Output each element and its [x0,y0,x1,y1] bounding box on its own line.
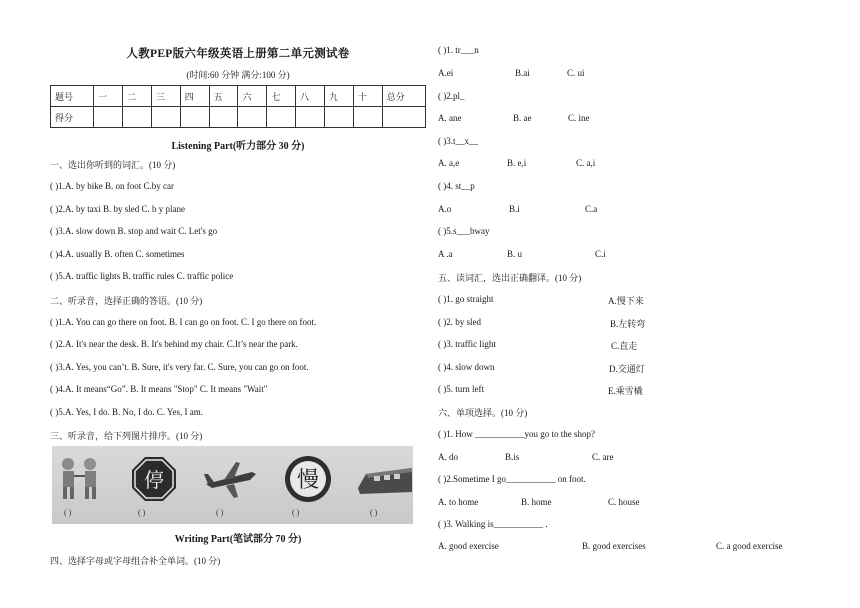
answer-blank[interactable]: ( )5. [50,271,65,281]
english-word: go straight [455,294,494,304]
english-word: by sled [455,317,481,327]
english-word: turn left [455,384,484,394]
translation-option: B.左转弯 [610,319,646,329]
answer-blank[interactable]: ( )2. [438,317,453,327]
answer-blank[interactable]: ( )4. [50,384,65,394]
stop-sign-icon [126,454,182,504]
question-options: A. Yes, I do. B. No, I do. C. Yes, I am. [65,407,204,417]
question-options: A. Yes, you can’t. B. Sure, it's very far. C. Sure, you can go on foot. [65,362,309,372]
question-row [50,181,174,191]
question-row [50,339,298,349]
question-row[interactable]: ( )4. st__p [438,181,475,191]
question-options: A. by bike B. on foot C.by car [65,181,174,191]
picture-order-blank[interactable]: ( ) [216,508,224,517]
airplane-icon [202,454,258,504]
score-input-cell[interactable] [180,107,209,128]
section-1-title: 一、选出你听到的词汇。(10 分) [50,160,176,170]
english-word: traffic light [455,339,496,349]
question-row [438,362,495,372]
score-cell: 二 [123,86,152,107]
score-input-cell[interactable] [382,107,425,128]
picture-order-blank[interactable]: ( ) [370,508,378,517]
score-cell: 九 [325,86,354,107]
score-input-cell[interactable] [94,107,123,128]
score-cell: 一 [94,86,123,107]
answer-blank[interactable]: ( )1. [50,181,65,191]
english-word: slow down [455,362,495,372]
section-5-title: 五、读词汇，选出正确翻译。(10 分) [438,273,582,283]
question-row [50,384,267,394]
option-b: B.is [505,452,520,462]
question-options: A. It means“Go”. B. It means "Stop" C. It means "Wait" [65,384,268,394]
option-c: C.i [595,249,606,259]
section-6-title: 六、单项选择。(10 分) [438,408,528,418]
answer-blank[interactable]: ( )2. [50,204,65,214]
option-c: C. house [608,497,640,507]
option-b: B. u [507,249,523,259]
option-b: B. good exercises [582,541,646,551]
picture-strip [52,446,413,524]
option-b: B. e,i [507,158,527,168]
option-b: B. ae [513,113,532,123]
question-row [50,317,316,327]
question-row[interactable]: ( )3.t__x__ [438,136,478,146]
question-options: A. It's near the desk. B. It's behind my chair. C.It’s near the park. [65,339,298,349]
score-table [50,85,426,128]
score-cell: 三 [151,86,180,107]
writing-heading: Writing Part(笔试部分 70 分) [174,534,302,545]
question-row [50,407,203,417]
score-cell: 七 [267,86,296,107]
question-options: A. slow down B. stop and wait C. Let's go [65,226,218,236]
score-cell: 总分 [382,86,425,107]
score-cell: 六 [238,86,267,107]
question-row[interactable]: ( )1. How ___________you go to the shop? [438,429,595,439]
question-row [50,249,185,259]
question-row[interactable]: ( )3. Walking is___________ . [438,519,548,529]
listening-heading: Listening Part(听力部分 30 分) [171,141,305,152]
option-c: C. are [592,452,614,462]
score-cell: 题号 [51,86,94,107]
question-row[interactable]: ( )2.pl_ [438,91,465,101]
option-b: B.i [509,204,520,214]
score-input-cell[interactable] [209,107,238,128]
page-title: 人教PEP版六年级英语上册第二单元测试卷 [126,48,350,60]
answer-blank[interactable]: ( )4. [50,249,65,259]
question-row [438,317,481,327]
section-4-title: 四、选择字母或字母组合补全单词。(10 分) [50,556,221,566]
option-a: A .a [438,249,453,259]
score-input-cell[interactable] [353,107,382,128]
score-cell: 十 [353,86,382,107]
option-a: A.o [438,204,452,214]
answer-blank[interactable]: ( )5. [438,384,453,394]
option-b: B.ai [515,68,530,78]
section-3-title: 三、听录音，给下列图片排序。(10 分) [50,431,203,441]
option-a: A. good exercise [438,541,499,551]
question-row [50,362,309,372]
score-cell: 四 [180,86,209,107]
question-row [438,384,484,394]
translation-option: C.直走 [611,341,638,351]
option-c: C. a,i [576,158,596,168]
question-row [50,226,217,236]
question-row[interactable]: ( )5.s___bway [438,226,490,236]
score-input-cell[interactable] [296,107,325,128]
question-row [438,294,494,304]
score-cell: 八 [296,86,325,107]
translation-option: A.慢下来 [608,296,644,306]
option-c: C.a [585,204,598,214]
question-row [50,204,185,214]
option-c: C. ine [568,113,590,123]
exam-time-score: (时间:60 分钟 满分:100 分) [186,70,290,80]
translation-option: D.交通灯 [609,364,645,374]
section-2-title: 二、听录音，选择正确的答语。(10 分) [50,296,203,306]
picture-order-blank[interactable]: ( ) [64,508,72,517]
question-row [50,271,233,281]
option-a: A. ane [438,113,462,123]
option-a: A. do [438,452,458,462]
walking-children-icon [54,454,110,504]
score-table-header-row [51,86,426,107]
question-options: A. traffic lights B. traffic rules C. traffic police [65,271,234,281]
option-b: B. home [521,497,552,507]
answer-blank[interactable]: ( )3. [50,362,65,372]
translation-option: E.乘雪橇 [608,386,643,396]
option-a: A. a,e [438,158,460,168]
question-options: A. You can go there on foot. B. I can go on foot. C. I go there on foot. [65,317,317,327]
option-c: C. ui [567,68,585,78]
answer-blank[interactable]: ( )5. [50,407,65,417]
answer-blank[interactable]: ( )3. [50,226,65,236]
score-input-cell[interactable] [238,107,267,128]
question-options: A. usually B. often C. sometimes [65,249,185,259]
answer-blank[interactable]: ( )1. [438,294,453,304]
slow-down-sign-icon [280,454,336,504]
question-options: A. by taxi B. by sled C. b y plane [65,204,185,214]
slow-sign-text: 慢 [296,468,320,493]
score-input-cell[interactable] [325,107,354,128]
option-c: C. a good exercise [716,541,783,551]
answer-blank[interactable]: ( )2. [50,339,65,349]
question-row[interactable]: ( )1. tr___n [438,45,479,55]
stop-sign-text: 停 [144,468,164,492]
option-a: A.ei [438,68,454,78]
score-input-cell[interactable] [151,107,180,128]
train-icon [356,454,412,504]
picture-order-blank[interactable]: ( ) [138,508,146,517]
question-row [438,339,496,349]
score-table-score-row [51,107,426,128]
score-cell: 得分 [51,107,94,128]
score-cell: 五 [209,86,238,107]
score-input-cell[interactable] [123,107,152,128]
answer-blank[interactable]: ( )3. [438,339,453,349]
picture-order-blank[interactable]: ( ) [292,508,300,517]
answer-blank[interactable]: ( )1. [50,317,65,327]
question-row[interactable]: ( )2.Sometime I go___________ on foot. [438,474,586,484]
answer-blank[interactable]: ( )4. [438,362,453,372]
option-a: A. to home [438,497,479,507]
score-input-cell[interactable] [267,107,296,128]
